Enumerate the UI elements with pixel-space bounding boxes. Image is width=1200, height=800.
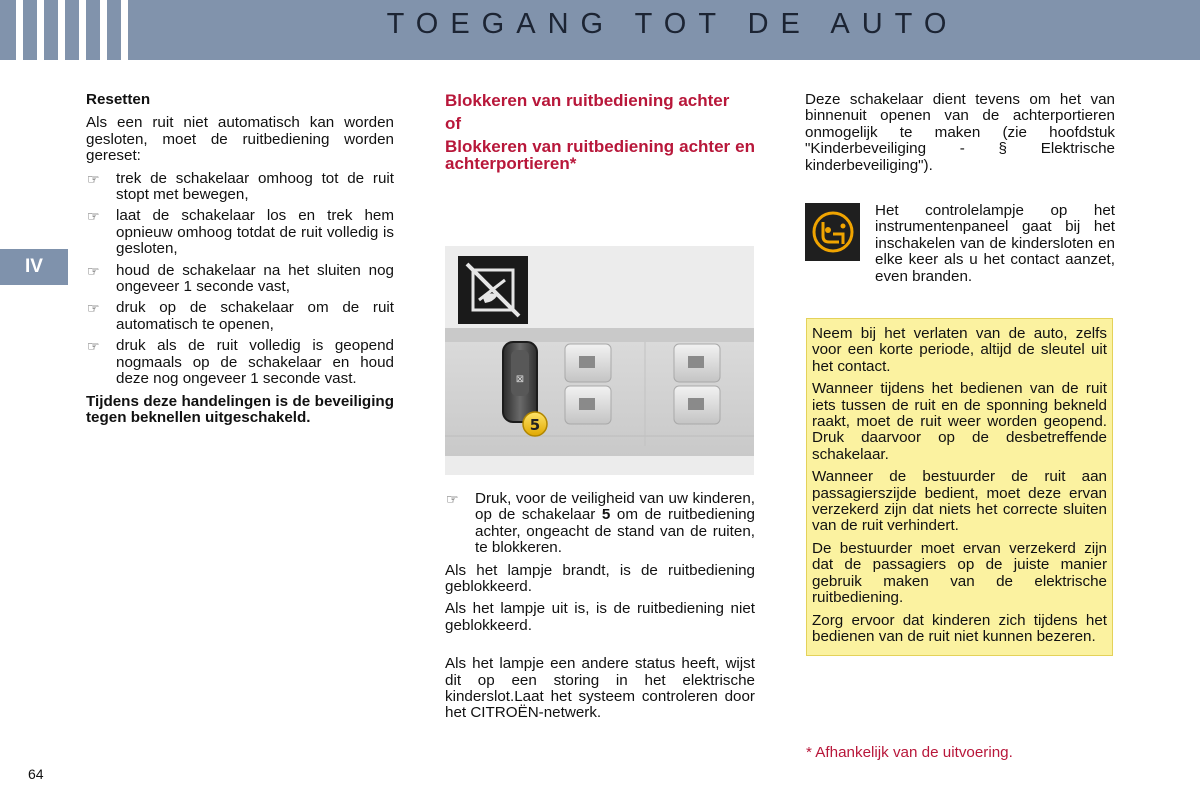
reset-intro: Als een ruit niet automatisch kan worden gesloten, moet de ruitbediening worden gereset: xyxy=(86,114,394,165)
list-item xyxy=(86,171,394,204)
pointing-hand-icon: ☞ xyxy=(87,300,100,317)
chapter-tab: IV xyxy=(0,249,68,285)
section-heading-rear-window-door-lock: Blokkeren van ruitbediening achter en achterportieren* xyxy=(445,137,755,173)
window-lock-icon xyxy=(458,256,528,324)
note-paragraph: Wanneer tijdens het bedienen van de ruit iets tussen de ruit en de sponning bekneld raakt, moet de ruit weer worden geopend. Druk daarvoor op de desbetreffende schakelaar. xyxy=(812,380,1107,463)
lock-step-prefix: Druk, voor de veiligheid van uw kinderen, op de schakelaar xyxy=(475,490,755,524)
header-stripe xyxy=(37,0,44,60)
footnote: * Afhankelijk van de uitvoering. xyxy=(806,744,1013,761)
lamp-off-text: Als het lampje uit is, is de ruitbediening niet geblokkeerd. xyxy=(445,600,755,634)
pointing-hand-icon: ☞ xyxy=(87,170,100,187)
child-lock-switch-5 xyxy=(503,342,537,422)
step-text: laat de schakelaar los en trek hem opnieuw omhoog totdat de ruit volledig is gesloten, xyxy=(116,207,394,258)
step-text: houd de schakelaar na het sluiten nog ongeveer 1 seconde vast, xyxy=(116,261,394,296)
list-item xyxy=(86,263,394,296)
list-item xyxy=(86,300,394,333)
note-paragraph: Wanneer de bestuurder de ruit aan passagierszijde bedient, moet deze ervan verzekerd zijn dat niets het correcte sluiten van de ruit verhindert. xyxy=(812,468,1107,535)
lamp-description xyxy=(875,203,1115,291)
note-paragraph: Zorg ervoor dat kinderen zich tijdens het bedienen van de ruit niet kunnen bezeren. xyxy=(812,611,1107,645)
header-stripe xyxy=(79,0,86,60)
lamp-text: Het controlelampje op het instrumentenpaneel gaat bij het inschakelen van de kindersloten en elke keer als u het contact aanzet, even branden. xyxy=(875,202,1115,285)
header-stripe xyxy=(16,0,23,60)
step-text: druk op de schakelaar om de ruit automatisch te openen, xyxy=(116,299,394,333)
callout-5 xyxy=(523,412,547,436)
header-stripes xyxy=(16,0,142,60)
svg-text:⊠: ⊠ xyxy=(515,374,525,385)
step-text: trek de schakelaar omhoog tot de ruit stopt met bewegen, xyxy=(116,169,394,204)
reset-heading: Resetten xyxy=(86,91,151,108)
left-column xyxy=(86,92,394,432)
note-paragraph: Neem bij het verlaten van de auto, zelfs voor een korte periode, altijd de sleutel uit het contact. xyxy=(812,325,1107,375)
header-stripe xyxy=(100,0,107,60)
pointing-hand-icon: ☞ xyxy=(87,262,100,279)
list-item xyxy=(86,208,394,257)
page-title: TOEGANG TOT DE AUTO xyxy=(386,8,959,40)
reset-steps xyxy=(86,171,394,388)
child-lock-warning-icon xyxy=(805,203,860,261)
header-stripe xyxy=(121,0,128,60)
list-item xyxy=(86,338,394,387)
step-text: druk als de ruit volledig is geopend nogmaals op de schakelaar en houd deze nog ongeveer 1 seconde vast. xyxy=(116,337,394,388)
list-item xyxy=(445,491,755,557)
reset-warning-note: Tijdens deze handelingen is de beveiliging tegen beknellen uitgeschakeld. xyxy=(86,392,394,426)
page-header xyxy=(0,0,1200,60)
lock-steps xyxy=(445,491,755,557)
section-heading-rear-window-lock: Blokkeren van ruitbediening achter xyxy=(445,91,730,110)
door-lock-intro: Deze schakelaar dient tevens om het van binnenuit openen van de achterportieren onmogelijk te maken (zie hoofdstuk "Kinderbeveiliging - § Elektrische kinderbeveiliging"). xyxy=(805,91,1115,174)
middle-column-text xyxy=(445,491,755,728)
pointing-hand-icon: ☞ xyxy=(87,338,100,355)
pointing-hand-icon: ☞ xyxy=(87,208,100,225)
safety-note-box xyxy=(806,318,1113,656)
right-column-intro xyxy=(805,92,1115,180)
page-number: 64 xyxy=(28,766,44,782)
switch-panel-illustration xyxy=(445,246,754,475)
lamp-on-text: Als het lampje brandt, is de ruitbediening geblokkeerd. xyxy=(445,561,755,596)
note-paragraph: De bestuurder moet ervan verzekerd zijn dat de passagiers op de juiste manier gebruik maken van de elektrische ruitbediening. xyxy=(812,539,1107,607)
pointing-hand-icon: ☞ xyxy=(446,491,459,507)
lock-step-switch-number: 5 xyxy=(601,506,611,524)
section-heading-or: of xyxy=(445,114,462,133)
callout-label: 5 xyxy=(529,416,541,434)
header-stripe xyxy=(58,0,65,60)
lamp-fault-text: Als het lampje een andere status heeft, wijst dit op een storing in het elektrische kinderslot.Laat het systeem controleren door het CITROËN-netwerk. xyxy=(445,655,755,722)
middle-column-headings xyxy=(445,92,755,178)
lock-step-suffix: om de ruitbediening achter, ongeacht de stand van de ruiten, te blokkeren. xyxy=(475,506,755,557)
